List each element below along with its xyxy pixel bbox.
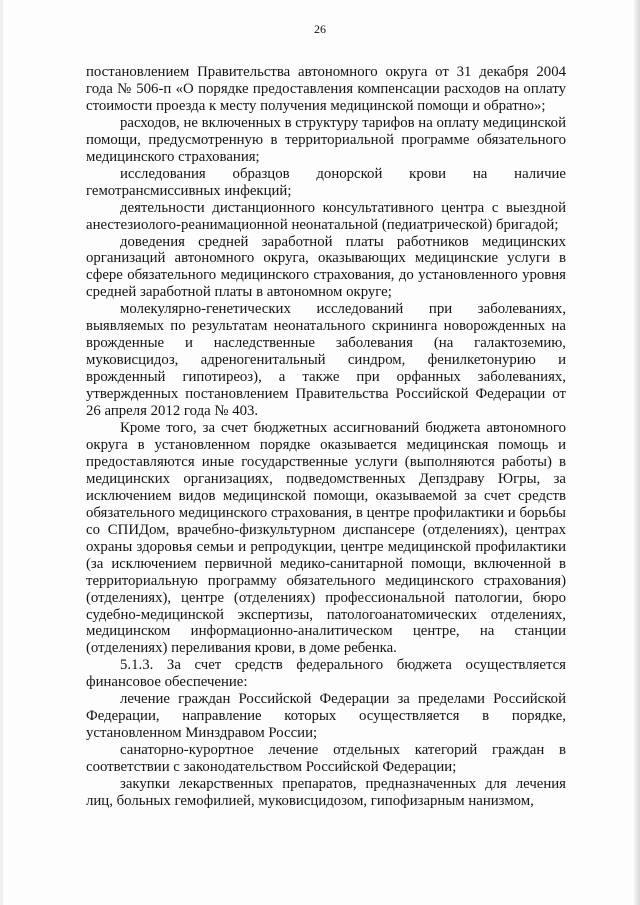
paragraph-item: молекулярно-генетических исследований при заболеваниях, выявляемых по результатам неонатального скрининга новорожденных на врожденные и наследственные заболевания (на галактоземию, муковисцидоз, адреногенитальный синдром, фенилкетонурию и врожденный гипотиреоз), а также при орфанных заболеваниях, утвержденных постановлением Правительства Российской Федерации от 26 апреля 2012 года № 403. bbox=[86, 301, 566, 420]
paragraph-item: закупки лекарственных препаратов, предназначенных для лечения лиц, больных гемофилией, муковисцидозом, гипофизарным нанизмом, bbox=[86, 776, 566, 809]
paragraph-item: Кроме того, за счет бюджетных ассигнований бюджета автономного округа в установленном порядке оказывается медицинская помощь и предоставляются иные государственные услуги (выполняются работы) в медицинских организациях, подведомственных Депздраву Югры, за исключением видов медицинской помощи, оказываемой за счет средств обязательного медицинского страхования, в центре профилактики и борьбы со СПИДом, врачебно-физкультурном диспансере (отделениях), центрах охраны здоровья семьи и репродукции, центре медицинской профилактики (за исключением первичной медико-санитарной помощи, включенной в территориальную программу обязательного медицинского страхования) (отделениях), центре (отделениях) профессиональной патологии, бюро судебно-медицинской экспертизы, патологоанатомических отделениях, медицинском информационно-аналитическом центре, на станции (отделениях) переливания крови, в доме ребенка. bbox=[86, 420, 566, 657]
page-left-edge bbox=[0, 0, 3, 905]
paragraph-item: исследования образцов донорской крови на наличие гемотрансмиссивных инфекций; bbox=[86, 165, 566, 199]
paragraph-item: доведения средней заработной платы работников медицинских организаций автономного округа, оказывающих медицинские услуги в сфере обязательного медицинского страхования, до установленного уровня средней заработной платы в автономном округе; bbox=[86, 233, 566, 301]
section-heading-paragraph: 5.1.3. За счет средств федерального бюджета осуществляется финансовое обеспечение: bbox=[86, 657, 566, 691]
paragraph-item: деятельности дистанционного консультативного центра с выездной анестезиолого-реанимационной неонатальной (педиатрической) бригадой; bbox=[86, 199, 566, 233]
paragraph-continuation: постановлением Правительства автономного округа от 31 декабря 2004 года № 506-п «О порядке предоставления компенсации расходов на оплату стоимости проезда к месту получения медицинской помощи и обратно»; bbox=[86, 64, 566, 114]
document-body bbox=[86, 64, 566, 810]
page-right-edge bbox=[634, 0, 640, 905]
paragraph-item: санаторно-курортное лечение отдельных категорий граждан в соответствии с законодательством Российской Федерации; bbox=[86, 742, 566, 776]
paragraph-item: лечение граждан Российской Федерации за пределами Российской Федерации, направление которых осуществляется в порядке, установленном Минздравом России; bbox=[86, 691, 566, 742]
paragraph-item: расходов, не включенных в структуру тарифов на оплату медицинской помощи, предусмотренную в территориальной программе обязательного медицинского страхования; bbox=[86, 114, 566, 165]
page-number: 26 bbox=[314, 22, 326, 36]
